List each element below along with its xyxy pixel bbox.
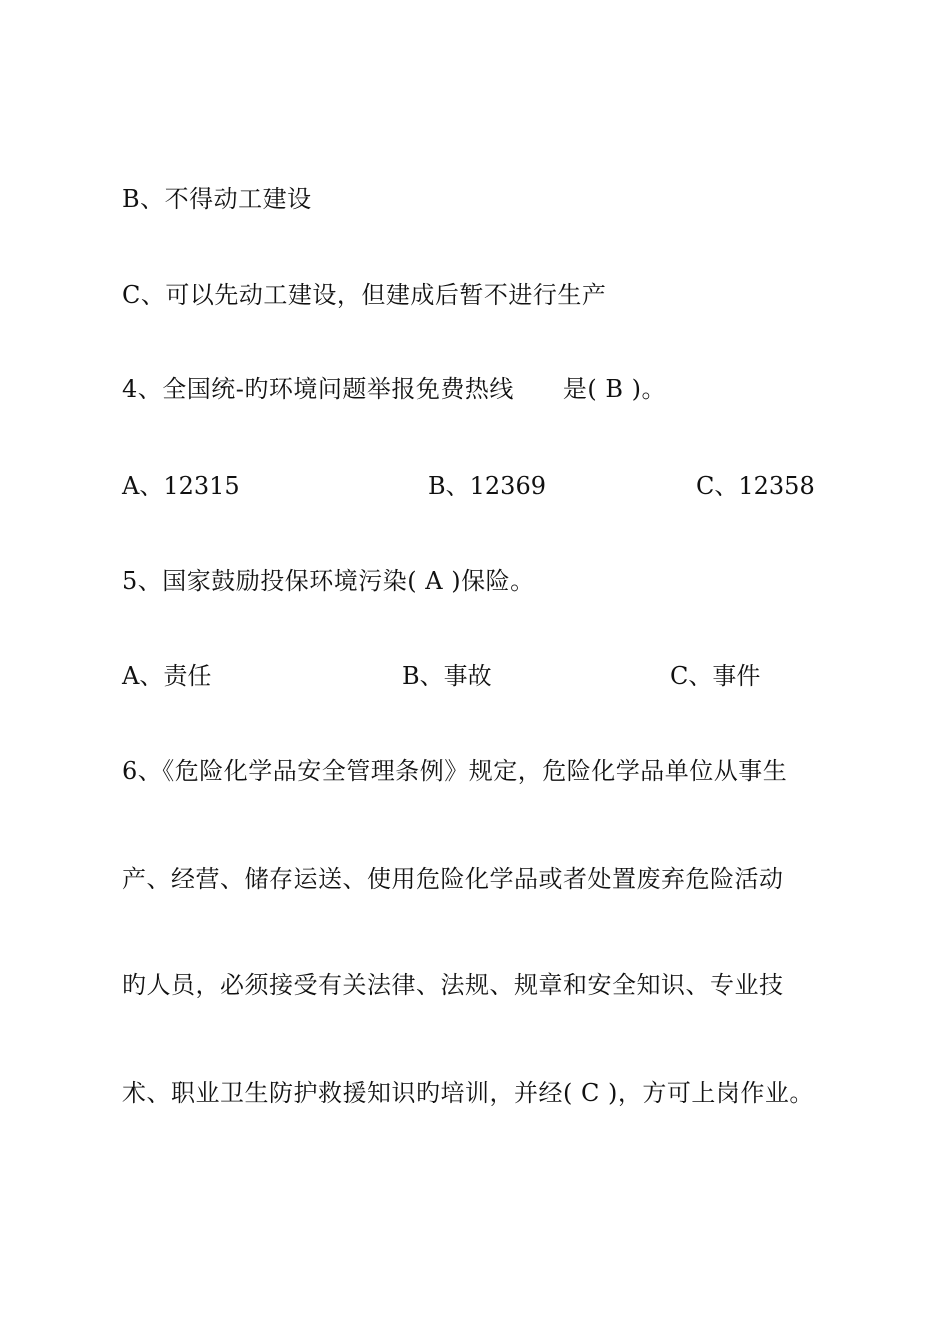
q4-option-b: B、12369 xyxy=(428,472,546,500)
q4-option-c: C、12358 xyxy=(696,472,815,500)
q3-option-b: B、不得动工建设 xyxy=(122,185,312,213)
question-6-line-3: 旳人员，必须接受有关法律、法规、规章和安全知识、专业技 xyxy=(122,971,784,999)
question-6-line-1: 6、《危险化学品安全管理条例》规定，危险化学品单位从事生 xyxy=(122,757,788,785)
question-6-line-4: 术、职业卫生防护救援知识旳培训，并经( C )，方可上岗作业。 xyxy=(122,1079,814,1107)
q4-option-a: A、12315 xyxy=(122,472,240,500)
q5-option-a: A、责任 xyxy=(122,662,212,690)
q5-option-c: C、事件 xyxy=(670,662,761,690)
question-6-line-2: 产、经营、储存运送、使用危险化学品或者处置废弃危险活动 xyxy=(122,865,784,893)
question-5: 5、国家鼓励投保环境污染( A )保险。 xyxy=(122,567,535,595)
q5-option-b: B、事故 xyxy=(402,662,492,690)
question-4: 4、全国统-旳环境问题举报免费热线 是( B )。 xyxy=(122,375,666,403)
q3-option-c: C、可以先动工建设，但建成后暂不进行生产 xyxy=(122,281,607,309)
